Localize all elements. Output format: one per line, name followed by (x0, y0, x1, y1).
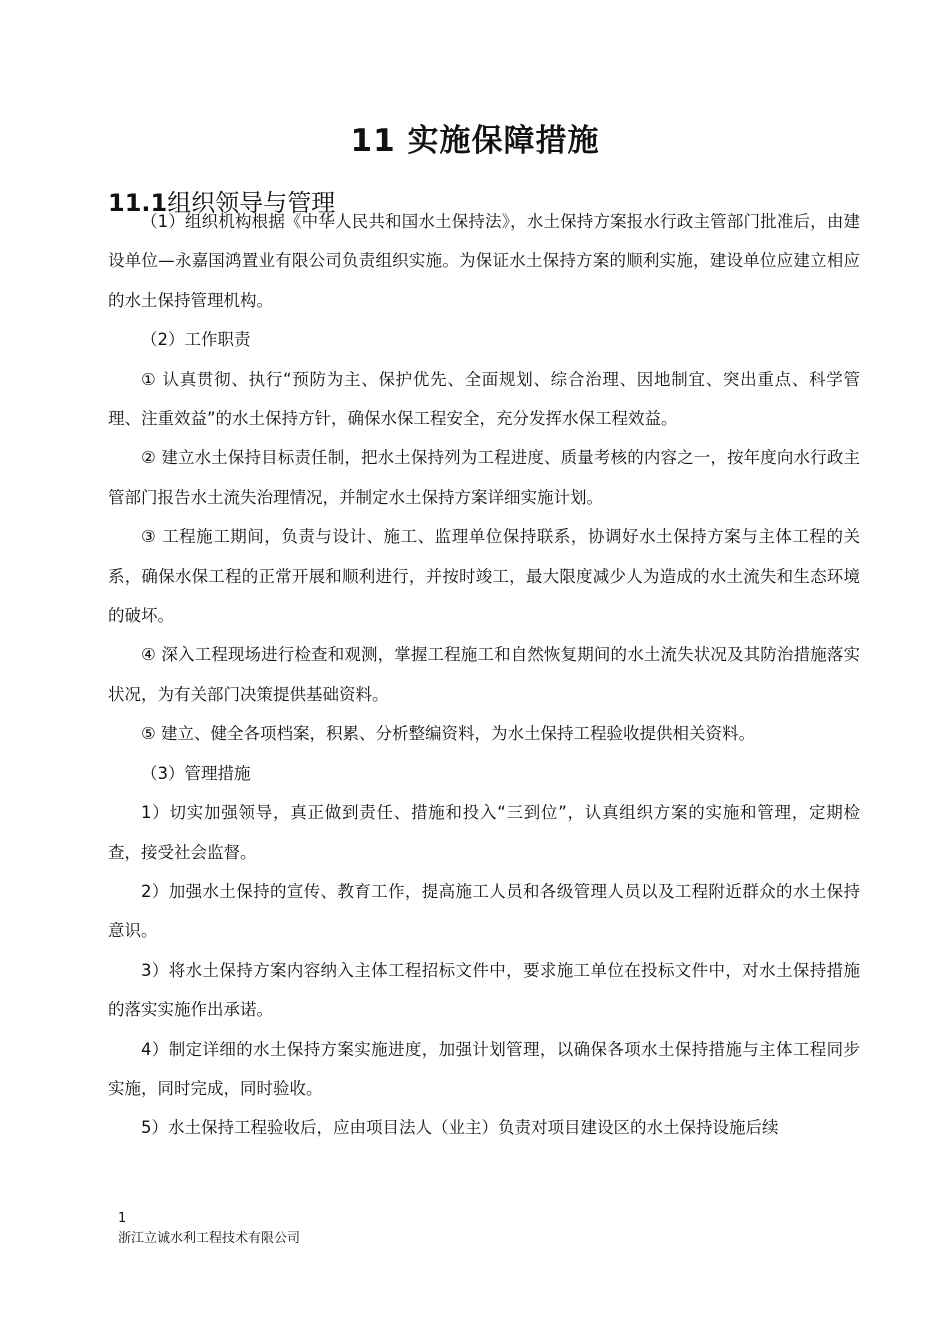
document-title: 11 实施保障措施 (350, 122, 600, 159)
document-body (108, 202, 860, 1148)
paragraph-duty-3: ③ 工程施工期间，负责与设计、施工、监理单位保持联系，协调好水土保持方案与主体工程的关系，确保水保工程的正常开展和顺利进行，并按时竣工，最大限度减少人为造成的水土流失和生态环境的破坏。 (108, 527, 860, 626)
page-footer (118, 1209, 300, 1249)
paragraph-duty-2: ② 建立水土保持目标责任制，把水土保持列为工程进度、质量考核的内容之一，按年度向水行政主管部门报告水土流失治理情况，并制定水土保持方案详细实施计划。 (108, 448, 860, 507)
paragraph-duty-4: ④ 深入工程现场进行检查和观测，掌握工程施工和自然恢复期间的水土流失状况及其防治措施落实状况，为有关部门决策提供基础资料。 (108, 645, 860, 704)
paragraph-duty-1: ① 认真贯彻、执行“预防为主、保护优先、全面规划、综合治理、因地制宜、突出重点、科学管理、注重效益”的水土保持方针，确保水保工程安全，充分发挥水保工程效益。 (108, 369, 860, 429)
paragraph-measure-3: 3）将水土保持方案内容纳入主体工程招标文件中，要求施工单位在投标文件中，对水土保持措施的落实实施作出承诺。 (108, 960, 860, 1020)
paragraph-organization: （1）组织机构根据《中华人民共和国水土保持法》，水土保持方案报水行政主管部门批准后，由建设单位—永嘉国鸿置业有限公司负责组织实施。为保证水土保持方案的顺利实施，建设单位应建立相应的水土保持管理机构。 (108, 212, 860, 310)
paragraph-measure-4: 4）制定详细的水土保持方案实施进度，加强计划管理，以确保各项水土保持措施与主体工程同步实施，同时完成，同时验收。 (108, 1039, 860, 1098)
paragraph-measure-2: 2）加强水土保持的宣传、教育工作，提高施工人员和各级管理人员以及工程附近群众的水土保持意识。 (108, 881, 860, 941)
section-title: 组织领导与管理 (167, 188, 336, 217)
company-name: 浙江立诚水利工程技术有限公司 (118, 1231, 301, 1246)
section-number: 11.1 (108, 188, 168, 217)
paragraph-duty-5: ⑤ 建立、健全各项档案，积累、分析整编资料，为水土保持工程验收提供相关资料。 (141, 724, 756, 744)
page-number: 1 (118, 1211, 127, 1226)
paragraph-measure-5: 5）水土保持工程验收后，应由项目法人（业主）负责对项目建设区的水土保持设施后续 (141, 1118, 779, 1138)
paragraph-measures-heading: （3）管理措施 (141, 763, 251, 783)
paragraph-measure-1: 1）切实加强领导，真正做到责任、措施和投入“三到位”，认真组织方案的实施和管理，定期检查，接受社会监督。 (108, 803, 860, 862)
paragraph-duties-heading: （2）工作职责 (141, 330, 251, 350)
